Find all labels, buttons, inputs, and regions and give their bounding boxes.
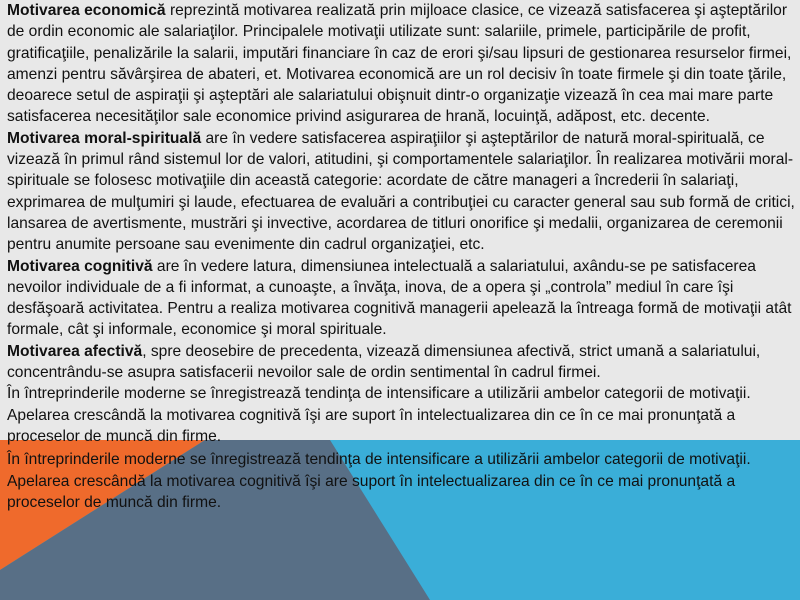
heading-cognitive: Motivarea cognitivă xyxy=(7,257,153,275)
paragraph-modern-firms-1: În întreprinderile moderne se înregistrează tendinţa de intensificare a utilizării ambelor categorii de motivaţii. Apelarea crescândă la motivarea cognitivă îşi are suport în intelectualizarea din ce în ce mai pronunţată a proceselor de muncă din firme. xyxy=(7,385,751,445)
text-moral-spiritual: are în vedere satisfacerea aspiraţiilor şi aşteptărilor de natură moral-spirituală, ce vizează în primul rând sistemul lor de valori, atitudini, şi comportamentele salariaţilor. În realizarea motivării moral-spirituale se folosesc motivaţiile din această categorie: acordate de către manageri a încrederii în salariaţi, exprimarea de mulţumiri şi laude, efectuarea de evaluări a contribuţiei cu caracter general sau sub formă de critici, lansarea de avertismente, mustrări şi invective, acordarea de titluri onorifice şi medalii, organizarea de ceremonii pentru anumite persoane sau evenimente din cadrul organizaţiei, etc. xyxy=(7,129,795,254)
paragraph-modern-firms-2: În întreprinderile moderne se înregistrează tendinţa de intensificare a utilizării ambelor categorii de motivaţii. Apelarea crescândă la motivarea cognitivă îşi are suport în intelectualizarea din ce în ce mai pronunţată a proceselor de muncă din firme. xyxy=(7,451,751,511)
heading-moral-spiritual: Motivarea moral-spirituală xyxy=(7,129,202,147)
text-economic: reprezintă motivarea realizată prin mijloace clasice, ce vizează satisfacerea şi aşteptărilor de ordin economic ale salariaţilor. Principalele motivaţii utilizate sunt: salariile, primele, participările de profit, gratificaţiile, penalizările la salarii, imputări financiare în caz de erori şi/sau lipsuri de gestionarea resurselor firmei, amenzi pentru săvârşirea de abateri, et. Motivarea economică are un rol decisiv în toate firmele şi din toate ţările, deoarece setul de aspiraţii şi aşteptări ale salariatului obişnuit dintr-o organizaţie vizează în cea mai mare parte satisfacerea necesităţilor sale economice privind asigurarea de hrană, locuinţă, adăpost, etc. decente. xyxy=(7,2,792,126)
paragraph-moral-spiritual xyxy=(7,128,797,256)
paragraph-cognitive xyxy=(7,256,797,341)
paragraph-affective xyxy=(7,341,797,384)
text-affective: , spre deosebire de precedenta, vizează dimensiunea afectivă, strict umană a salariatului, concentrându-se asupra satisfacerii nevoilor sale de ordin sentimental în cadrul firmei. xyxy=(7,342,761,382)
slide-text-body xyxy=(7,0,797,513)
heading-affective: Motivarea afectivă xyxy=(7,342,143,360)
paragraph-economic xyxy=(7,0,797,128)
text-cognitive: are în vedere latura, dimensiunea intelectuală a salariatului, axându-se pe satisfacerea nevoilor individuale de a fi informat, a cunoaşte, a învăţa, inova, de a opera şi „controla” mediul în care îşi desfăşoară activitatea. Pentru a realiza motivarea cognitivă managerii apelează la întreaga formă de motivaţii atât formale, cât şi informale, economice şi moral spirituale. xyxy=(7,257,792,339)
heading-economic: Motivarea economică xyxy=(7,2,166,19)
